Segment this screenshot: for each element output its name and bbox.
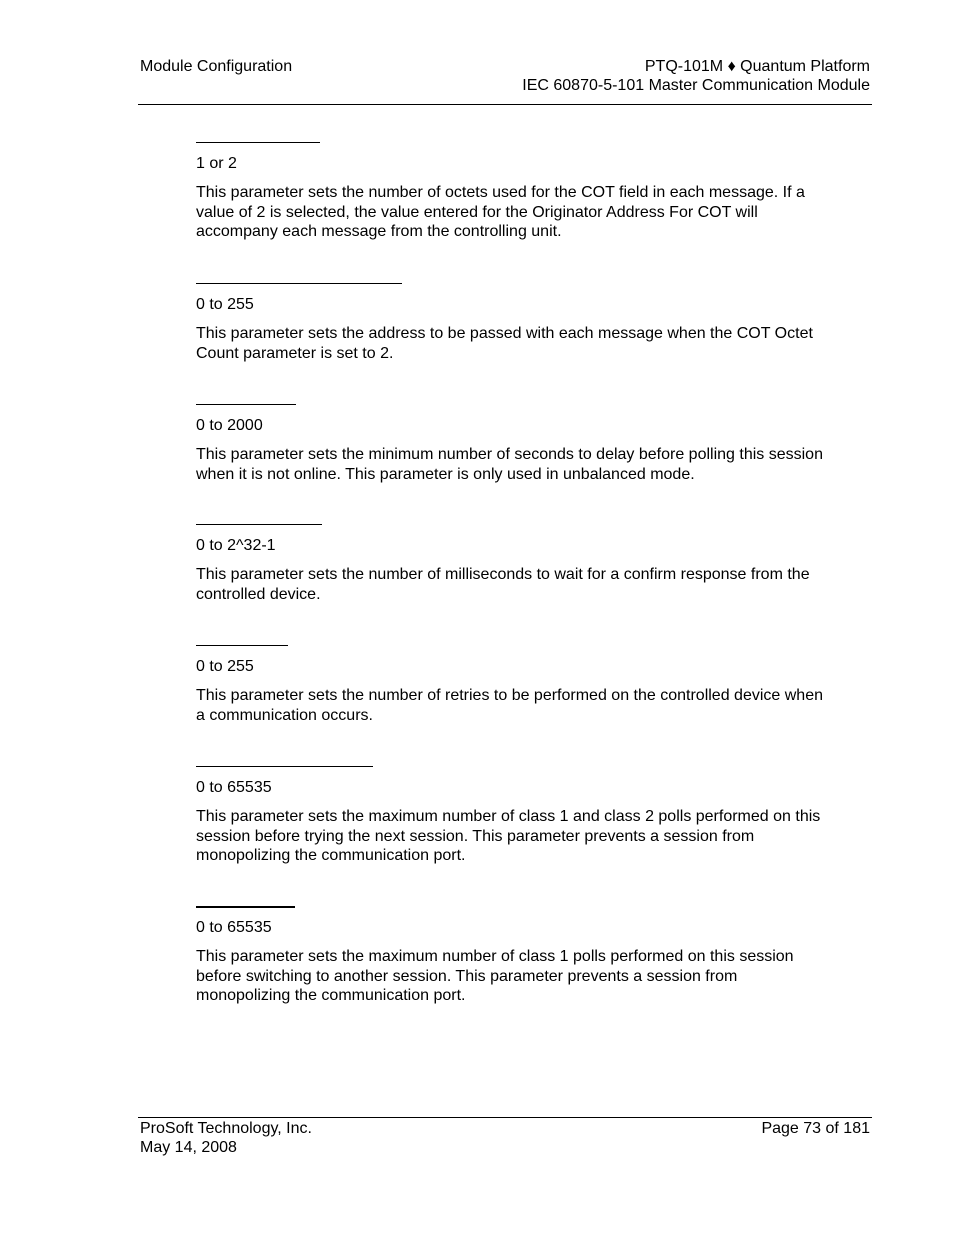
parameter-description: This parameter sets the address to be passed with each message when the COT Octet Count parameter is set to 2.	[196, 325, 813, 362]
footer-date: May 14, 2008	[140, 1139, 237, 1156]
parameter-description: This parameter sets the number of octets used for the COT field in each message. If a value of 2 is selected, the value entered for the Originator Address For COT will accompany each message from the controlling unit.	[196, 184, 805, 241]
parameter-heading-underline	[196, 524, 322, 525]
parameter-heading-underline	[196, 906, 295, 908]
header-product-name: IEC 60870-5-101 Master Communication Module	[522, 77, 870, 94]
parameter-description: This parameter sets the maximum number of class 1 polls performed on this session before switching to another session. This parameter prevents a session from monopolizing the communication port.	[196, 948, 794, 1005]
header-divider	[138, 104, 872, 105]
parameter-heading-underline	[196, 142, 320, 143]
parameter-block	[196, 645, 826, 724]
footer-divider	[138, 1117, 872, 1118]
parameter-range: 1 or 2	[196, 155, 237, 172]
parameter-heading-underline	[196, 283, 402, 284]
footer-left	[140, 1119, 312, 1157]
parameter-block	[196, 766, 826, 865]
parameter-heading-underline	[196, 404, 296, 405]
footer-page-number: Page 73 of 181	[761, 1120, 870, 1137]
parameter-description: This parameter sets the maximum number of class 1 and class 2 polls performed on this session before trying the next session. This parameter prevents a session from monopolizing the communication port.	[196, 808, 821, 865]
parameter-description: This parameter sets the minimum number of seconds to delay before polling this session when it is not online. This parameter is only used in unbalanced mode.	[196, 446, 823, 483]
parameter-description: This parameter sets the number of milliseconds to wait for a confirm response from the controlled device.	[196, 566, 810, 603]
parameter-block	[196, 906, 826, 1005]
footer-company: ProSoft Technology, Inc.	[140, 1120, 312, 1137]
header-product-line: PTQ-101M ♦ Quantum Platform	[644, 58, 870, 75]
parameter-block	[196, 404, 826, 483]
parameter-block	[196, 283, 826, 362]
page-header	[140, 56, 870, 96]
parameter-heading-underline	[196, 766, 373, 767]
parameter-range: 0 to 65535	[196, 779, 272, 796]
parameter-range: 0 to 2000	[196, 417, 263, 434]
header-section-title: Module Configuration	[140, 58, 293, 75]
parameter-block	[196, 142, 826, 241]
page-footer	[140, 1119, 870, 1159]
parameter-block	[196, 524, 826, 603]
parameter-range: 0 to 65535	[196, 919, 272, 936]
parameter-heading-underline	[196, 645, 288, 646]
parameter-range: 0 to 2^32-1	[196, 537, 276, 554]
parameter-description: This parameter sets the number of retries to be performed on the controlled device when a communication occurs.	[196, 687, 823, 724]
header-product-info	[522, 57, 870, 95]
parameter-range: 0 to 255	[196, 296, 254, 313]
parameter-range: 0 to 255	[196, 658, 254, 675]
